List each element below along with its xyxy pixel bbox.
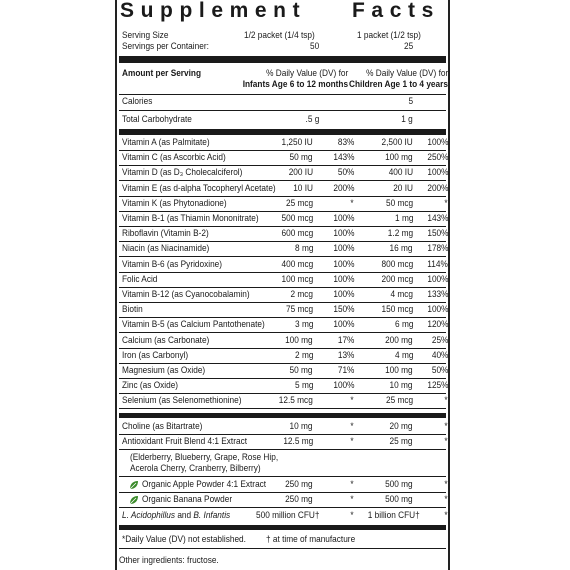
- nutrient-name: Biotin: [122, 304, 143, 315]
- divider: [119, 434, 446, 435]
- carbohydrate-label: Total Carbohydrate: [122, 114, 192, 124]
- divider: [119, 378, 446, 379]
- title-word-supplement: Supplement: [120, 0, 307, 22]
- nutrient-child-amount: 1.2 mg: [387, 228, 413, 239]
- nutrient-name: Magnesium (as Oxide): [122, 365, 206, 375]
- nutrient-child-amount: 100 mg: [385, 152, 413, 163]
- carbohydrate-child: 1 g: [401, 114, 413, 124]
- nutrient-name: Organic Banana Powder: [142, 494, 233, 505]
- nutrient-infant-amount: 3 mg: [294, 319, 313, 330]
- nutrient-child-amount: 200 mcg: [381, 273, 413, 284]
- nutrient-name: Iron (as Carbonyl): [122, 349, 189, 360]
- nutrient-child-amount: 150 mcg: [381, 304, 413, 315]
- nutrient-infant-amount: 75 mcg: [285, 304, 313, 315]
- thick-divider: [119, 129, 446, 135]
- blend-description: Acerola Cherry, Cranberry, Bilberry): [130, 463, 261, 473]
- nutrient-child-dv: *: [444, 395, 448, 406]
- probiotic-name: [122, 510, 230, 521]
- nutrient-infant-dv: *: [350, 436, 354, 447]
- nutrient-child-amount: 6 mg: [394, 319, 413, 330]
- nutrient-child-dv: *: [444, 494, 448, 505]
- nutrient-child-amount: 25 mg: [390, 436, 413, 447]
- nutrient-child-amount: 4 mg: [394, 349, 413, 360]
- nutrient-infant-dv: 17%: [337, 334, 354, 345]
- nutrient-child-dv: 133%: [426, 289, 448, 299]
- nutrient-infant-amount: 10 IU: [293, 182, 313, 193]
- divider: [119, 525, 446, 530]
- nutrient-name: Selenium (as Selenomethionine): [122, 395, 242, 406]
- probiotic-child-amount: 1 billion CFU†: [368, 510, 420, 520]
- nutrient-infant-dv: 50%: [337, 167, 354, 178]
- nutrient-infant-amount: 50 mg: [290, 365, 313, 375]
- divider: [119, 317, 446, 318]
- nutrient-name: Folic Acid: [122, 273, 158, 284]
- nutrient-child-amount: 200 mg: [385, 334, 413, 345]
- nutrient-child-dv: 100%: [426, 273, 448, 284]
- nutrient-child-dv: 25%: [431, 334, 448, 345]
- nutrient-name: Vitamin B-1 (as Thiamin Mononitrate): [122, 213, 259, 223]
- child-dv-header-1: % Daily Value (DV) for: [365, 68, 448, 78]
- nutrient-child-dv: 200%: [426, 182, 448, 193]
- divider: [119, 413, 446, 418]
- nutrient-name: Antioxidant Fruit Blend 4:1 Extract: [122, 436, 248, 447]
- nutrient-infant-amount: 50 mg: [290, 152, 313, 163]
- divider: [119, 476, 446, 477]
- nutrient-infant-dv: 71%: [337, 365, 354, 375]
- title-word-facts: Facts: [352, 0, 440, 22]
- serving-size-label: Serving Size: [122, 30, 169, 40]
- nutrient-infant-amount: 1,250 IU: [281, 137, 313, 147]
- nutrient-child-amount: 25 mcg: [385, 395, 413, 406]
- organic-leaf-icon: [129, 495, 139, 505]
- nutrient-child-amount: 400 IU: [388, 167, 413, 178]
- divider: [119, 94, 446, 95]
- nutrient-infant-dv: 100%: [332, 213, 354, 223]
- nutrient-infant-amount: 10 mg: [290, 421, 313, 431]
- probiotic-name-2: B. Infantis: [193, 510, 231, 520]
- divider: [119, 287, 446, 288]
- nutrient-infant-amount: 100 mcg: [281, 273, 313, 284]
- nutrient-child-amount: 1 mg: [394, 213, 413, 223]
- probiotic-infant-amount: 500 million CFU†: [255, 510, 319, 520]
- nutrient-child-dv: 40%: [431, 349, 448, 360]
- probiotic-and: and: [175, 510, 194, 520]
- nutrient-infant-amount: 500 mcg: [281, 213, 313, 223]
- nutrient-infant-dv: 143%: [332, 152, 354, 163]
- divider: [119, 548, 446, 549]
- nutrient-name: Organic Apple Powder 4:1 Extract: [142, 479, 267, 489]
- nutrient-infant-amount: 2 mcg: [290, 289, 313, 299]
- nutrient-infant-amount: 8 mg: [294, 243, 313, 254]
- organic-leaf-icon: [129, 480, 139, 490]
- nutrient-name: Vitamin C (as Ascorbic Acid): [122, 152, 226, 163]
- nutrient-child-amount: 50 mcg: [385, 197, 413, 208]
- nutrient-child-amount: 16 mg: [390, 243, 413, 254]
- nutrient-infant-amount: 600 mcg: [281, 228, 313, 239]
- amount-per-serving-label: Amount per Serving: [122, 68, 202, 78]
- nutrient-infant-amount: 250 mg: [285, 479, 313, 489]
- nutrient-child-amount: 500 mg: [385, 494, 413, 505]
- divider: [119, 363, 446, 364]
- divider: [119, 226, 446, 227]
- nutrient-name: Calcium (as Carbonate): [122, 334, 210, 345]
- nutrient-child-dv: 120%: [426, 319, 448, 330]
- divider: [119, 332, 446, 333]
- nutrient-child-dv: 100%: [426, 137, 448, 147]
- probiotic-child-dv: *: [444, 510, 448, 520]
- nutrient-name: Vitamin B-12 (as Cyanocobalamin): [122, 289, 250, 299]
- servings-child: 25: [403, 41, 413, 51]
- nutrient-child-dv: 250%: [426, 152, 448, 163]
- nutrient-child-dv: *: [444, 479, 448, 489]
- nutrient-name: Niacin (as Niacinamide): [122, 243, 210, 254]
- nutrient-infant-amount: 5 mg: [294, 380, 313, 391]
- calories-child: 5: [408, 96, 413, 106]
- nutrient-child-amount: 2,500 IU: [381, 137, 413, 147]
- probiotic-name-1: L. Acidophillus: [122, 510, 176, 520]
- thick-divider: [119, 56, 446, 63]
- nutrient-child-dv: 125%: [426, 380, 448, 391]
- nutrient-name: Vitamin K (as Phytonadione): [122, 197, 227, 208]
- nutrient-infant-dv: *: [350, 197, 354, 208]
- dv-footnote: *Daily Value (DV) not established.: [122, 534, 246, 544]
- child-dv-header-2: Children Age 1 to 4 years: [349, 79, 448, 89]
- nutrient-child-amount: 800 mcg: [381, 258, 413, 269]
- nutrient-child-amount: 20 mg: [390, 421, 413, 431]
- nutrient-name: Vitamin A (as Palmitate): [122, 137, 210, 147]
- nutrient-infant-dv: 100%: [332, 273, 354, 284]
- probiotic-infant-dv: *: [350, 510, 354, 520]
- divider: [119, 256, 446, 257]
- other-ingredients: Other ingredients: fructose.: [119, 555, 219, 565]
- nutrient-infant-amount: 100 mg: [285, 334, 313, 345]
- nutrient-child-dv: 150%: [426, 228, 448, 239]
- nutrient-infant-dv: 100%: [332, 319, 354, 330]
- divider: [119, 180, 446, 181]
- divider: [119, 408, 446, 409]
- cfu-footnote: † at time of manufacture: [266, 534, 356, 544]
- calories-label: Calories: [122, 96, 153, 106]
- nutrient-child-amount: 100 mg: [385, 365, 413, 375]
- nutrient-name: Vitamin D (as D₃ Cholecalciferol): [122, 167, 243, 178]
- nutrient-child-amount: 500 mg: [385, 479, 413, 489]
- nutrient-child-amount: 10 mg: [390, 380, 413, 391]
- nutrient-name: Vitamin E (as d-alpha Tocopheryl Acetate): [122, 182, 276, 193]
- divider: [119, 110, 446, 111]
- nutrient-child-amount: 20 IU: [393, 182, 413, 193]
- blend-description: (Elderberry, Blueberry, Grape, Rose Hip,: [130, 452, 279, 462]
- nutrient-infant-dv: 100%: [332, 380, 354, 391]
- nutrient-child-dv: 178%: [426, 243, 448, 254]
- nutrient-child-dv: 114%: [427, 258, 448, 269]
- nutrient-infant-amount: 12.5 mcg: [278, 395, 313, 406]
- infant-dv-header-2: Infants Age 6 to 12 months: [242, 79, 348, 89]
- divider: [119, 241, 446, 242]
- nutrient-infant-amount: 25 mcg: [285, 197, 313, 208]
- servings-infant: 50: [309, 41, 319, 51]
- nutrient-infant-dv: 83%: [337, 137, 354, 147]
- nutrient-child-dv: 100%: [426, 167, 448, 178]
- nutrient-child-dv: 100%: [426, 304, 448, 315]
- nutrient-child-dv: 143%: [426, 213, 448, 223]
- divider: [119, 507, 446, 508]
- nutrient-name: Riboflavin (Vitamin B-2): [122, 228, 209, 239]
- nutrient-infant-dv: *: [350, 494, 354, 505]
- nutrient-infant-dv: 200%: [332, 182, 354, 193]
- nutrient-name: Vitamin B-6 (as Pyridoxine): [122, 258, 223, 269]
- nutrient-infant-dv: *: [350, 395, 354, 406]
- nutrient-name: Vitamin B-5 (as Calcium Pantothenate): [122, 319, 265, 330]
- divider: [119, 492, 446, 493]
- divider: [119, 302, 446, 303]
- divider: [119, 211, 446, 212]
- nutrient-child-dv: *: [444, 197, 448, 208]
- divider: [119, 393, 446, 394]
- nutrient-infant-dv: 100%: [332, 243, 354, 254]
- infant-dv-header-1: % Daily Value (DV) for: [265, 68, 348, 78]
- servings-per-container-label: Servings per Container:: [122, 41, 209, 51]
- divider: [119, 150, 446, 151]
- nutrient-infant-dv: 150%: [332, 304, 354, 315]
- serving-size-child: 1 packet (1/2 tsp): [357, 30, 421, 40]
- nutrient-infant-dv: 100%: [332, 258, 354, 269]
- nutrient-name: Zinc (as Oxide): [122, 380, 179, 391]
- nutrient-child-amount: 4 mcg: [390, 289, 413, 299]
- nutrient-infant-amount: 400 mcg: [281, 258, 313, 269]
- nutrient-name: Choline (as Bitartrate): [122, 421, 203, 431]
- nutrient-infant-amount: 12.5 mg: [283, 436, 313, 447]
- nutrient-infant-amount: 200 IU: [288, 167, 313, 178]
- nutrient-infant-amount: 2 mg: [294, 349, 313, 360]
- carbohydrate-infant: .5 g: [305, 114, 319, 124]
- nutrient-infant-amount: 250 mg: [285, 494, 313, 505]
- nutrient-infant-dv: 100%: [332, 228, 354, 239]
- divider: [119, 165, 446, 166]
- nutrient-infant-dv: 13%: [337, 349, 354, 360]
- nutrient-infant-dv: *: [350, 479, 354, 489]
- nutrient-child-dv: *: [444, 436, 448, 447]
- nutrient-child-dv: 50%: [431, 365, 448, 375]
- nutrient-infant-dv: *: [350, 421, 354, 431]
- serving-size-infant: 1/2 packet (1/4 tsp): [244, 30, 315, 40]
- nutrient-infant-dv: 100%: [332, 289, 354, 299]
- divider: [119, 449, 446, 450]
- nutrient-child-dv: *: [444, 421, 448, 431]
